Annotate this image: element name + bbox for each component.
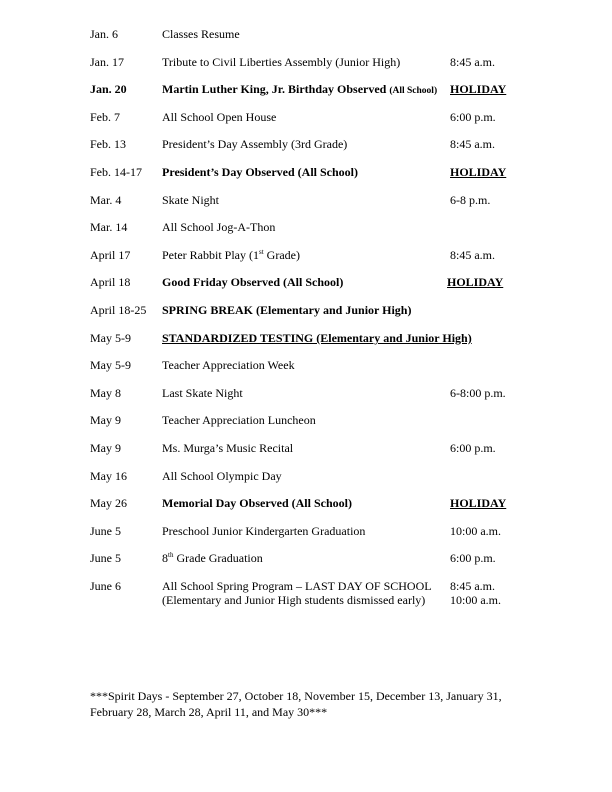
event-title: SPRING BREAK (Elementary and Junior High) [162, 303, 412, 317]
holiday-label: HOLIDAY [450, 82, 507, 96]
event-title: All School Olympic Day [162, 469, 282, 483]
event-title: Ms. Murga’s Music Recital [162, 441, 294, 455]
event-title: Good Friday Observed (All School) [162, 275, 344, 289]
event-title: Teacher Appreciation Luncheon [162, 413, 316, 427]
event-row [0, 440, 612, 456]
event-row [0, 274, 612, 290]
event-date: May 16 [90, 469, 127, 483]
event-row [0, 164, 612, 180]
event-row [0, 357, 612, 373]
event-date: May 26 [90, 496, 127, 510]
holiday-label: HOLIDAY [450, 165, 507, 179]
event-title: Classes Resume [162, 27, 240, 41]
event-title [162, 550, 263, 566]
event-date: May 8 [90, 386, 121, 400]
event-time: 8:45 a.m. [450, 55, 495, 69]
event-title: Preschool Junior Kindergarten Graduation [162, 524, 366, 538]
event-row [0, 385, 612, 401]
event-date: May 5-9 [90, 331, 131, 345]
event-date: June 5 [90, 524, 121, 538]
event-row [0, 302, 612, 318]
event-title-part: Grade) [263, 248, 300, 262]
event-date: Feb. 13 [90, 137, 126, 151]
event-date: June 5 [90, 551, 121, 565]
event-date: June 6 [90, 579, 121, 593]
event-row [0, 26, 612, 42]
event-row [0, 219, 612, 235]
event-time: 6-8:00 p.m. [450, 386, 506, 400]
event-date: Feb. 14-17 [90, 165, 142, 179]
event-row [0, 247, 612, 263]
event-title [162, 247, 300, 263]
event-row [0, 523, 612, 539]
ordinal-suffix: st [258, 248, 264, 256]
event-date: April 18 [90, 275, 131, 289]
event-row [0, 136, 612, 152]
event-row [0, 330, 612, 346]
event-time: 6:00 p.m. [450, 551, 496, 565]
event-date: May 9 [90, 441, 121, 455]
event-date: April 18-25 [90, 303, 147, 317]
event-row [0, 192, 612, 208]
event-title-part: 8 [162, 551, 168, 565]
event-title: Last Skate Night [162, 386, 243, 400]
event-title: President’s Day Observed (All School) [162, 165, 358, 179]
event-time: 6:00 p.m. [450, 110, 496, 124]
event-time: 6:00 p.m. [450, 441, 496, 455]
event-row [0, 550, 612, 566]
spirit-days-note: ***Spirit Days - September 27, October 18, November 15, December 13, January 31, February 28, March 28, April 11, and May 30*** [90, 689, 502, 719]
event-subtitle: (Elementary and Junior High students dismissed early) [162, 593, 426, 607]
event-title: STANDARDIZED TESTING (Elementary and Junior High) [162, 331, 472, 345]
event-title: Skate Night [162, 193, 219, 207]
event-time: 8:45 a.m. [450, 137, 495, 151]
event-title [162, 81, 437, 99]
holiday-label: HOLIDAY [450, 496, 507, 510]
event-title-part: Peter Rabbit Play (1 [162, 248, 259, 262]
event-row [0, 412, 612, 428]
event-title: Tribute to Civil Liberties Assembly (Junior High) [162, 55, 401, 69]
event-date: May 5-9 [90, 358, 131, 372]
event-time: 6-8 p.m. [450, 193, 491, 207]
event-title: President’s Day Assembly (3rd Grade) [162, 137, 348, 151]
event-time-secondary: 10:00 a.m. [450, 593, 501, 607]
event-date: Mar. 4 [90, 193, 122, 207]
event-title-main: Martin Luther King, Jr. Birthday Observed [162, 82, 387, 96]
event-title: All School Spring Program – LAST DAY OF SCHOOL [162, 579, 432, 593]
event-date: Feb. 7 [90, 110, 120, 124]
holiday-label: HOLIDAY [447, 275, 504, 289]
event-time: 8:45 a.m. [450, 579, 495, 593]
event-title-part: Grade Graduation [173, 551, 263, 565]
event-title: Memorial Day Observed (All School) [162, 496, 352, 510]
event-row [0, 109, 612, 125]
event-note: (All School) [389, 86, 438, 96]
event-date: April 17 [90, 248, 131, 262]
ordinal-suffix: th [168, 551, 174, 559]
event-date: Jan. 17 [90, 55, 124, 69]
event-row [0, 81, 612, 97]
event-date: Jan. 20 [90, 82, 127, 96]
event-row [0, 54, 612, 70]
event-date: Jan. 6 [90, 27, 118, 41]
event-row [0, 495, 612, 511]
event-title: All School Jog-A-Thon [162, 220, 276, 234]
event-row [0, 578, 612, 610]
event-date: Mar. 14 [90, 220, 128, 234]
event-title: All School Open House [162, 110, 277, 124]
event-title: Teacher Appreciation Week [162, 358, 295, 372]
event-time: 8:45 a.m. [450, 248, 495, 262]
event-time: 10:00 a.m. [450, 524, 501, 538]
event-row [0, 468, 612, 484]
event-date: May 9 [90, 413, 121, 427]
